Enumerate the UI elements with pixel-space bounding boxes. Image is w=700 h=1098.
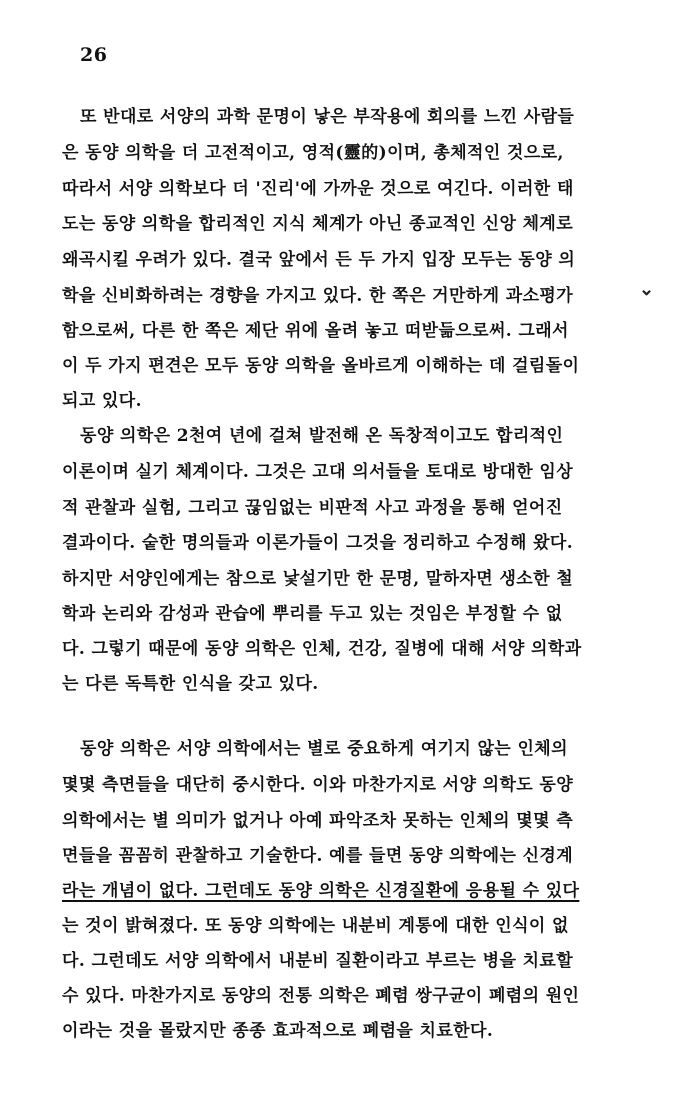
text-line: 면들을 꼼꼼히 관찰하고 기술한다. 예를 들면 동양 의학에는 신경계 — [62, 846, 574, 866]
page-number: 26 — [80, 44, 108, 66]
text-line: 왜곡시킬 우려가 있다. 결국 앞에서 든 두 가지 입장 모두는 동양 의 — [62, 250, 576, 270]
text-line: 또 반대로 서양의 과학 문명이 낳은 부작용에 회의를 느낀 사람들 — [80, 107, 575, 127]
text-line: 다. 그렇기 때문에 동양 의학은 인체, 건강, 질병에 대해 서양 의학과 — [62, 639, 582, 659]
text-line: 이라는 것을 몰랐지만 종종 효과적으로 폐렴을 치료한다. — [62, 1021, 494, 1041]
text-line: 함으로써, 다른 한 쪽은 제단 위에 올려 놓고 떠받듦으로써. 그래서 — [62, 321, 569, 341]
text-line: 적 관찰과 실험, 그리고 끊임없는 비판적 사고 과정을 통해 얻어진 — [62, 498, 563, 518]
text-line: 몇몇 측면들을 대단히 중시한다. 이와 마찬가지로 서양 의학도 동양 — [62, 775, 574, 795]
text-line: 의학에서는 별 의미가 없거나 아예 파악조차 못하는 인체의 몇몇 측 — [62, 811, 574, 831]
text-line: 수 있다. 마찬가지로 동양의 전통 의학은 폐렴 쌍구균이 폐렴의 원인 — [62, 986, 580, 1006]
text-line: 다. 그런데도 서양 의학에서 내분비 질환이라고 부르는 병을 치료할 — [62, 951, 574, 971]
text-line: 동양 의학은 서양 의학에서는 별로 중요하게 여기지 않는 인체의 — [80, 739, 568, 759]
text-line: 동양 의학은 2천여 년에 걸쳐 발전해 온 독창적이고도 합리적인 — [80, 426, 564, 446]
text-line: 학을 신비화하려는 경향을 가지고 있다. 한 쪽은 거만하게 과소평가 — [62, 286, 574, 306]
text-line: 하지만 서양인에게는 참으로 낯설기만 한 문명, 말하자면 생소한 철 — [62, 569, 574, 589]
margin-pen-mark: ⌄ — [639, 279, 655, 300]
text-line: 결과이다. 숱한 명의들과 이론가들이 그것을 정리하고 수정해 왔다. — [62, 533, 574, 553]
text-line: 이 두 가지 편견은 모두 동양 의학을 올바르게 이해하는 데 걸림돌이 — [62, 356, 580, 376]
text-line: 이론이며 실기 체계이다. 그것은 고대 의서들을 토대로 방대한 임상 — [62, 462, 574, 482]
text-line: 도는 동양 의학을 합리적인 지식 체계가 아닌 종교적인 신앙 체계로 — [62, 214, 574, 234]
text-line: 학과 논리와 감성과 관습에 뿌리를 두고 있는 것임은 부정할 수 없 — [62, 604, 563, 624]
text-line-underlined: 라는 개념이 없다. 그런데도 동양 의학은 신경질환에 응용될 수 있다 — [62, 881, 580, 901]
text-line: 는 다른 독특한 인식을 갖고 있다. — [62, 674, 319, 694]
text-line: 따라서 서양 의학보다 더 '진리'에 가까운 것으로 여긴다. 이러한 태 — [62, 179, 574, 199]
text-line: 은 동양 의학을 더 고전적이고, 영적(靈的)이며, 총체적인 것으로, — [62, 143, 564, 163]
text-line: 되고 있다. — [62, 391, 142, 411]
text-line: 는 것이 밝혀졌다. 또 동양 의학에는 내분비 계통에 대한 인식이 없 — [62, 916, 569, 936]
